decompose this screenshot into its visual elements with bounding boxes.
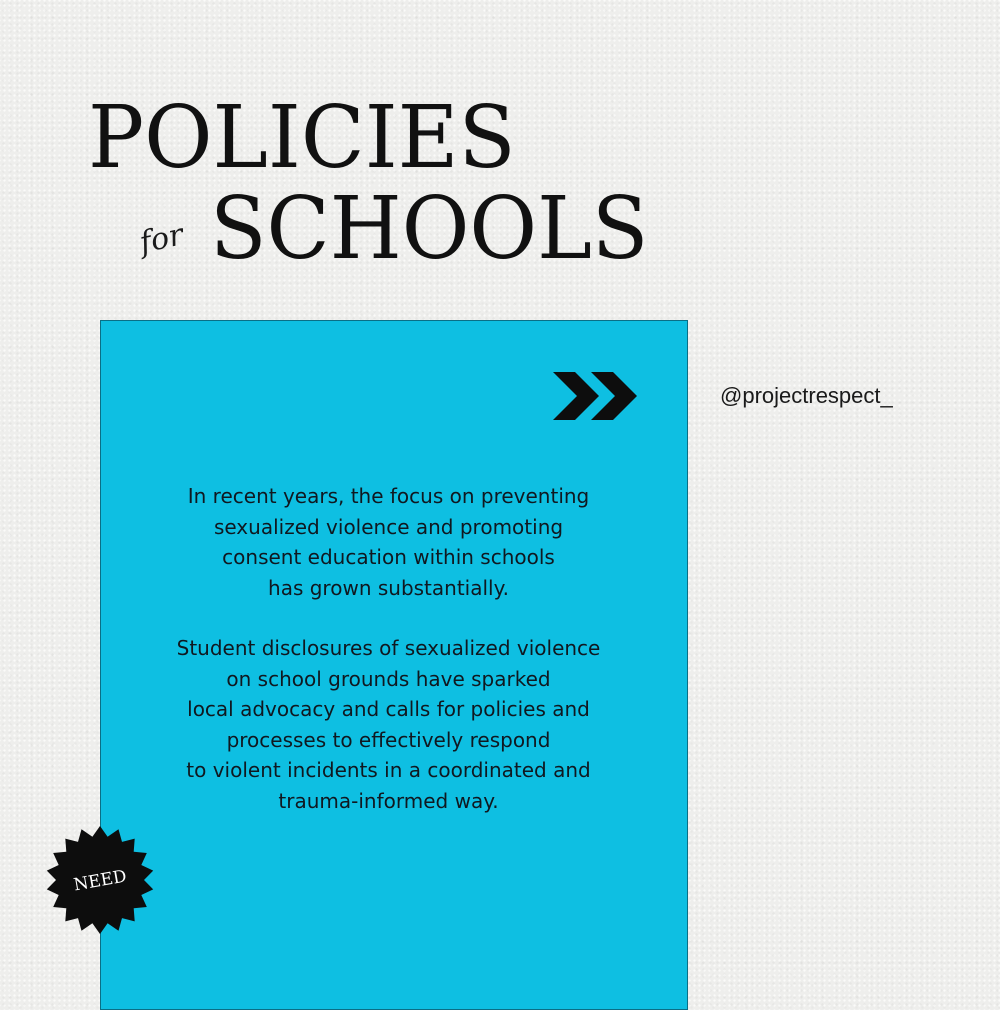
title-policies: POLICIES bbox=[88, 88, 516, 188]
badge-label: NEED bbox=[72, 866, 129, 896]
starburst-badge bbox=[44, 824, 156, 936]
info-card bbox=[100, 320, 688, 1010]
for-script-text bbox=[136, 212, 192, 268]
card-paragraph-2: Student disclosures of sexualized violence on school grounds have sparked local advocacy and calls for policies and processes to effectively respond to violent incidents in a coordinated and trauma-informed way. bbox=[176, 636, 601, 813]
card-paragraph-1: In recent years, the focus on preventing sexualized violence and promoting consent education within schools has grown substantially. bbox=[187, 484, 590, 600]
title-schools: SCHOOLS bbox=[210, 179, 649, 279]
for-script-label: for bbox=[136, 217, 187, 261]
double-chevron-right-icon bbox=[553, 372, 639, 420]
card-body bbox=[131, 481, 646, 816]
social-handle: @projectrespect_ bbox=[720, 383, 893, 408]
